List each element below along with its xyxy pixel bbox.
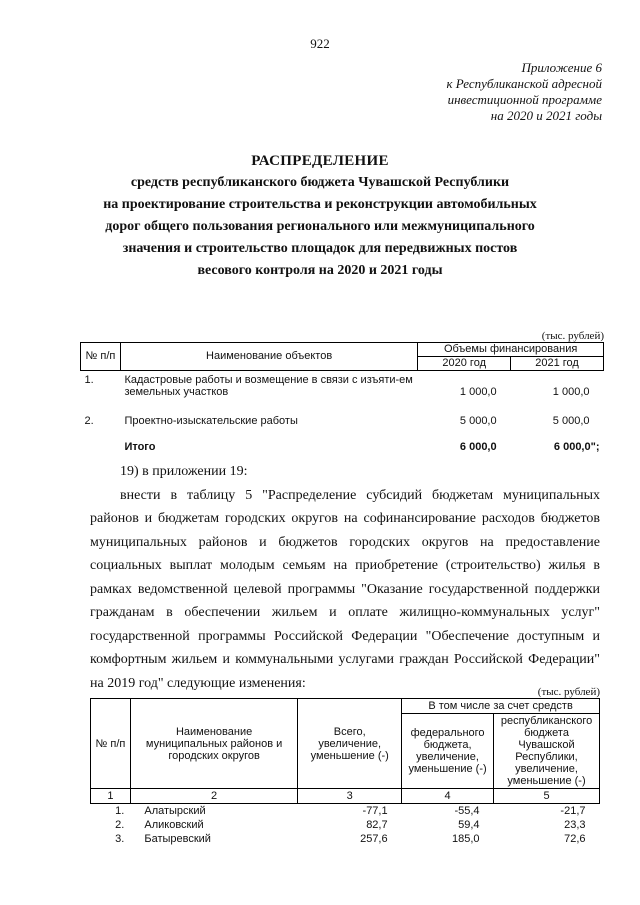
title-line-4: значения и строительство площадок для передвижных постов <box>122 241 518 256</box>
table2-header-num: № п/п <box>91 699 131 789</box>
appendix-line-1: Приложение 6 <box>521 60 602 75</box>
table2-units: (тыс. рублей) <box>537 686 600 698</box>
row-2020: 1 000,0 <box>459 386 497 398</box>
row-fed: 185,0 <box>452 833 480 845</box>
col-index-3: 3 <box>298 789 402 804</box>
funding-table <box>80 342 604 453</box>
row-2021: 1 000,0 <box>552 386 590 398</box>
subsidy-table <box>90 698 600 846</box>
body-text <box>90 460 600 695</box>
total-2020: 6 000,0 <box>459 441 497 453</box>
appendix-line-4: на 2020 и 2021 годы <box>490 108 602 123</box>
title-heading: РАСПРЕДЕЛЕНИЕ <box>251 153 389 169</box>
row-name: Проектно-изыскательские работы <box>124 415 298 427</box>
table1-header-name: Наименование объектов <box>120 343 417 371</box>
title-line-5: весового контроля на 2020 и 2021 годы <box>197 263 443 278</box>
total-label: Итого <box>124 441 156 453</box>
row-2021: 5 000,0 <box>552 415 590 427</box>
col-index-2: 2 <box>130 789 297 804</box>
row-name: Кадастровые работы и возмещение в связи с изъяти-ем земельных участков <box>124 374 413 398</box>
appendix-line-3: инвестиционной программе <box>447 92 602 107</box>
col-index-4: 4 <box>402 789 494 804</box>
table-total-row <box>81 441 604 453</box>
table1-wrapper <box>80 330 604 453</box>
row-total: -77,1 <box>362 805 388 817</box>
table1-units: (тыс. рублей) <box>541 330 604 342</box>
row-num: 1. <box>84 374 94 386</box>
table2-header-name: Наименование муниципальных районов и городских округов <box>130 699 297 789</box>
paragraph-item-19: 19) в приложении 19: <box>120 464 248 479</box>
row-num: 1. <box>115 805 125 817</box>
row-name: Батыревский <box>144 833 211 845</box>
table2-header-total: Всего, увеличение, уменьшение (-) <box>298 699 402 789</box>
row-num: 3. <box>115 833 125 845</box>
appendix-line-2: к Республиканской адресной <box>446 76 602 91</box>
row-name: Алатырский <box>144 805 206 817</box>
row-rep: 72,6 <box>564 833 586 845</box>
total-2021: 6 000,0"; <box>553 441 600 453</box>
table2-header-fed: федерального бюджета, увеличение, уменьшение (-) <box>402 714 494 789</box>
table2-header-rep: республиканского бюджета Чувашской Республики, увеличение, уменьшение (-) <box>494 714 600 789</box>
row-fed: -55,4 <box>454 805 480 817</box>
row-rep: -21,7 <box>560 805 586 817</box>
title-line-3: дорог общего пользования регионального или межмуниципального <box>105 219 535 234</box>
row-2020: 5 000,0 <box>459 415 497 427</box>
title-line-1: средств республиканского бюджета Чувашской Республики <box>130 175 510 190</box>
table1-header-volume: Объемы финансирования <box>418 343 604 357</box>
row-name: Аликовский <box>144 819 204 831</box>
table-row <box>91 818 600 832</box>
col-index-5: 5 <box>494 789 600 804</box>
table2-wrapper <box>90 686 600 846</box>
table-row <box>91 804 600 819</box>
row-fed: 59,4 <box>458 819 480 831</box>
col-index-1: 1 <box>91 789 131 804</box>
title-line-2: на проектирование строительства и реконструкции автомобильных <box>103 197 537 212</box>
table1-header-2020: 2020 год <box>418 357 511 371</box>
paragraph-changes: внести в таблицу 5 "Распределение субсидий бюджетам муниципальных районов и бюджетам городских округов на софинансирование расходов бюджетов муниципальных районов и бюджетов городских округов на предоставление социальных выплат молодым семьям на приобретение (строительство) жилья в рамках ведомственной целевой программы "Оказание государственной поддержки гражданам в обеспечении жильем и оплате жилищно-коммунальных услуг" государственной программы Российской Федерации "Обеспечение доступным и комфортным жильем и коммунальными услугами граждан Российской Федерации" на 2019 год" следующие изменения: <box>90 487 600 691</box>
table-row <box>91 832 600 846</box>
table2-header-incl: В том числе за счет средств <box>402 699 600 714</box>
row-total: 82,7 <box>366 819 388 831</box>
table-row <box>81 412 604 441</box>
table1-header-2021: 2021 год <box>511 357 604 371</box>
row-rep: 23,3 <box>564 819 586 831</box>
table1-header-num: № п/п <box>81 343 121 371</box>
row-total: 257,6 <box>360 833 388 845</box>
document-title <box>40 150 600 282</box>
row-num: 2. <box>115 819 125 831</box>
table-row <box>81 371 604 413</box>
page-number: 922 <box>310 36 330 51</box>
row-num: 2. <box>84 415 94 427</box>
appendix-caption <box>446 60 602 124</box>
